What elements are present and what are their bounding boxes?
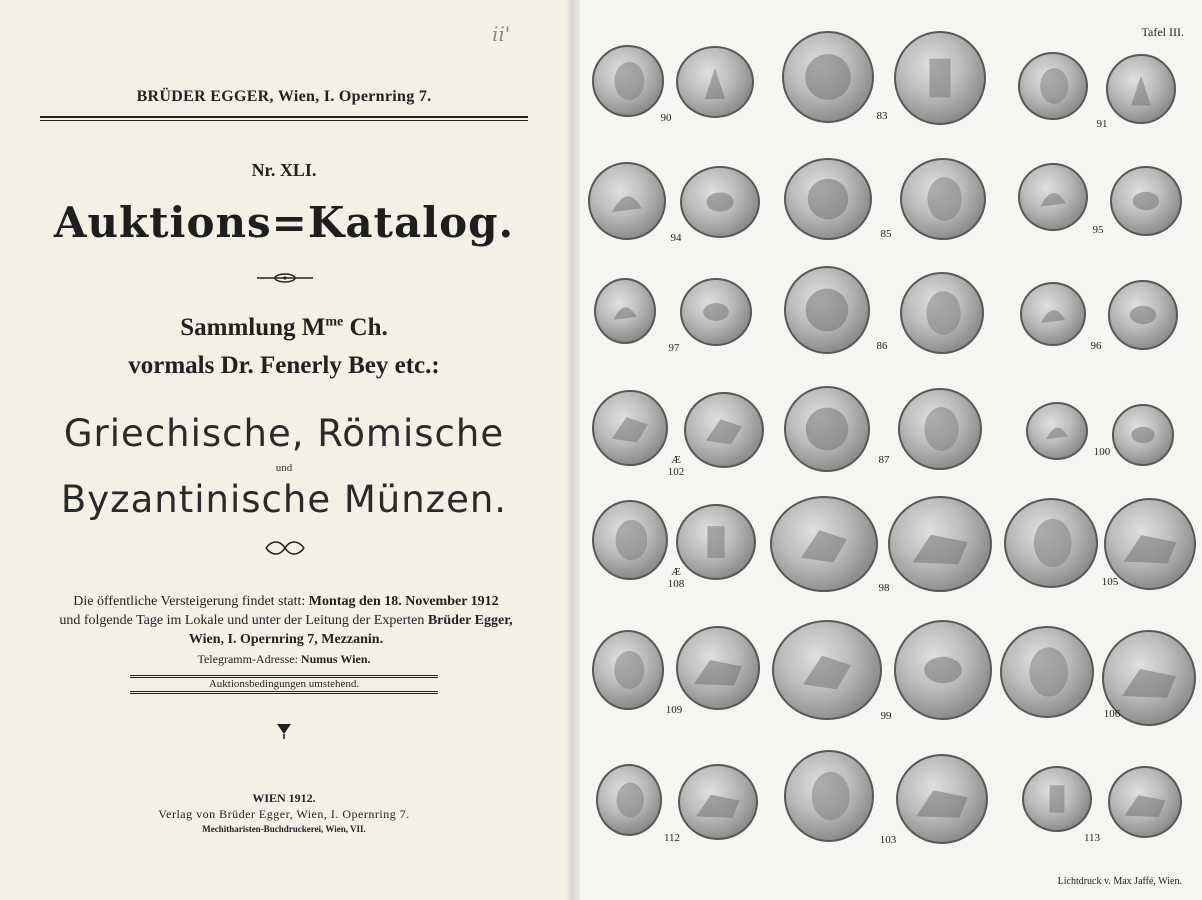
subject-and: und [275,462,293,474]
coin-number: 86 [876,340,888,352]
coin-86-obverse [784,266,870,354]
coin-number: 112 [663,832,681,844]
subject-line-2: Byzantinische Münzen. [60,478,508,521]
printer-credit: Lichtdruck v. Max Jaffé, Wien. [1057,876,1182,887]
coin-98-obverse [770,496,878,592]
coin-number: 94 [670,232,682,244]
coin-90-reverse [676,46,754,118]
catalog-title: Auktions=Katalog. [53,198,515,247]
coin-number: 100 [1093,446,1111,458]
imprint [40,790,528,837]
coin-96-obverse [1020,282,1086,346]
coin-106-obverse [1000,626,1094,718]
coin-85-reverse [900,158,986,240]
imprint-publisher: Verlag von Brüder Egger, Wien, I. Opernring 7. [158,807,410,821]
coin-97-reverse [680,278,752,346]
ornament-knot-icon [262,540,308,556]
coin-number: 99 [880,710,892,722]
coin-number: 91 [1096,118,1108,130]
ornament-drop-icon [276,722,292,740]
coin-100-obverse [1026,402,1088,460]
coin-91-obverse [1018,52,1088,120]
coin-86-reverse [900,272,984,354]
publisher-header: BRÜDER EGGER, Wien, I. Opernring 7. [136,88,432,105]
coin-112-obverse [596,764,662,836]
coin-85-obverse [784,158,872,240]
coin-number: 90 [660,112,672,124]
coin-97-obverse [594,278,656,344]
collection-owner: Sammlung $M^{me}$ Ch. [180,314,388,341]
imprint-year: WIEN 1912. [252,791,316,805]
coin-number: 113 [1083,832,1101,844]
coin-94-reverse [680,166,760,238]
telegram-address: Telegramm-Adresse: Numus Wien. [197,652,371,666]
coin-number: 87 [878,454,890,466]
coin-109-reverse [676,626,760,710]
coin-83-obverse [782,31,874,123]
coin-113-obverse [1022,766,1092,832]
coin-number: Æ 108 [667,566,685,590]
coin-112-reverse [678,764,758,840]
title-page [0,0,572,900]
coin-95-reverse [1110,166,1182,236]
coin-number: 83 [876,110,888,122]
coin-113-reverse [1108,766,1182,838]
coin-87-reverse [898,388,982,470]
header-rule-thin [40,120,528,121]
coin-number: 103 [879,834,897,846]
coin-number: 95 [1092,224,1104,236]
subject-line-1: Griechische, Römische [63,412,505,455]
coin-plate-page [572,0,1202,900]
auction-details: Die öffentliche Versteigerung findet statt: Montag den 18. November 1912 und folgende Tage im Lokale und unter der Leitung der Experten Brüder Egger, Wien, I. Opernring 7, Mezzanin. [59,594,513,647]
coin-99-reverse [894,620,992,720]
coin-number: 96 [1090,340,1102,352]
coin-number: Æ 102 [667,454,685,478]
coin-105-obverse [1004,498,1098,588]
coin-number: 109 [665,704,683,716]
conditions-note: Auktionsbedingungen umstehend. [130,675,438,689]
coin-number: 98 [878,582,890,594]
header-rule [40,116,528,118]
catalog-number: Nr. XLI. [251,160,317,180]
imprint-printer: Mechitharisten-Buchdruckerei, Wien, VII. [202,824,366,834]
coin-87-obverse [784,386,870,472]
coin-95-obverse [1018,163,1088,231]
coin-number: 106 [1103,708,1121,720]
coin-number: 85 [880,228,892,240]
collection-former-owner: vormals Dr. Fenerly Bey etc.: [128,352,440,379]
coin-103-obverse [784,750,874,842]
coin-94-obverse [588,162,666,240]
coin-96-reverse [1108,280,1178,350]
coin-91-reverse [1106,54,1176,124]
coin-number: 97 [668,342,680,354]
coin-98-reverse [888,496,992,592]
book-gutter [566,0,580,900]
coin-102-reverse [684,392,764,468]
ornament-divider-icon [255,272,315,284]
coin-109-obverse [592,630,664,710]
plate-label: Tafel III. [1141,25,1184,39]
coin-99-obverse [772,620,882,720]
coin-83-reverse [894,31,986,125]
coin-number: 105 [1101,576,1119,588]
pencil-note: ii' [492,22,511,46]
coin-103-reverse [896,754,988,844]
coin-90-obverse [592,45,664,117]
